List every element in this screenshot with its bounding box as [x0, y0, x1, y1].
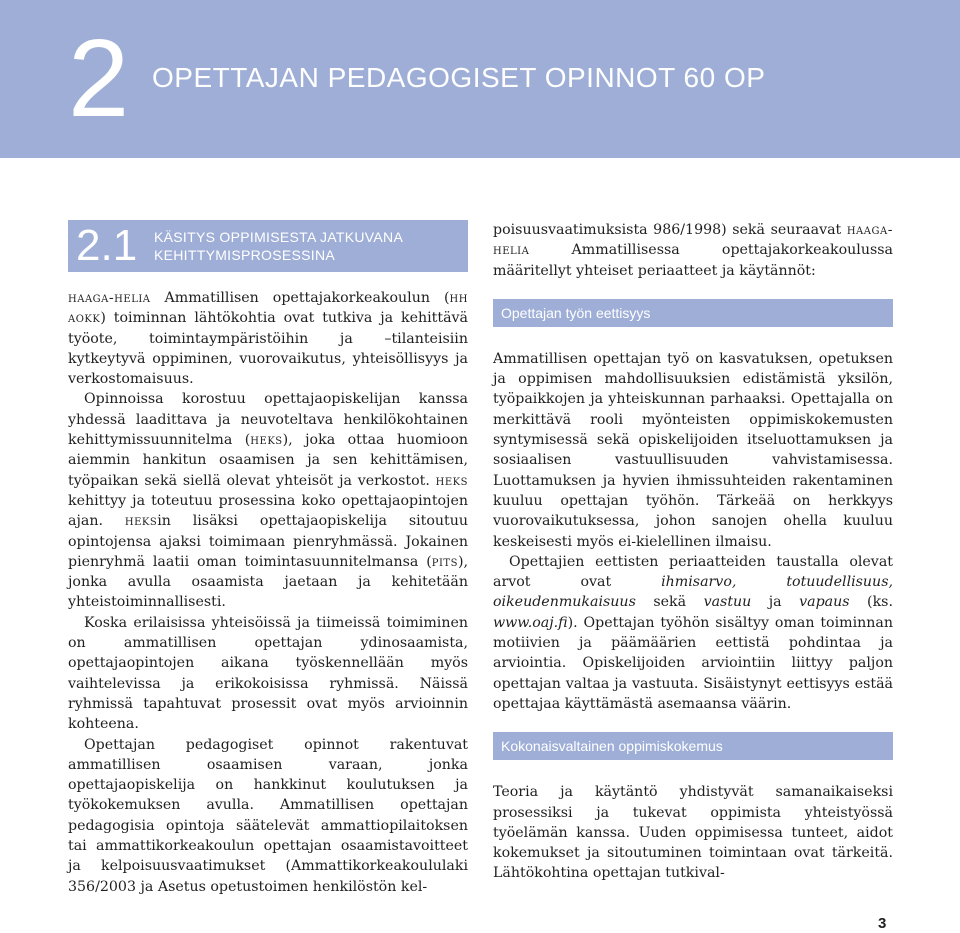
text-run: Ammatillisen opettajakorkeakoulun ( — [150, 290, 450, 306]
page-number: 3 — [878, 915, 887, 932]
section-title — [154, 228, 403, 264]
text-run: ), jonka avulla osaamista jaetaan ja kehitetään yhteistoiminnallisesti. — [68, 553, 468, 611]
text-run: ), joka ottaa huomioon aiemmin hankitun osaamisen ja sen kehittämisen, työpaikan sekä siellä olevat yhteisöt ja verkostot. — [68, 432, 468, 489]
abbreviation: hh aokk — [68, 290, 468, 327]
text-run: sekä — [635, 594, 704, 611]
abbreviation: heks — [435, 472, 468, 489]
abbreviation: heks — [124, 513, 158, 530]
text-run: in lisäksi opettajaopiskelija sitoutuu opintojensa ajaksi toimimaan pienryhmässä. Jokainen pienryhmä laatii oman toimintasuunnitelmansa ( — [68, 513, 468, 570]
right-column — [493, 220, 893, 884]
chapter-number: 2 — [68, 17, 130, 140]
text-run: ) toiminnan lähtökohtia ovat tutkiva ja kehittävä työote, toimintaympäristöihin ja –tilanteisiin kytkeytyvä oppiminen, vuorovaikutus, yhteisöllisyys ja verkostomaisuus. — [68, 310, 468, 388]
paragraph-continuation — [493, 220, 893, 281]
paragraph-studies: Opettajan pedagogiset opinnot rakentuvat ammatillisen osaamisen varaan, jonka opettajaopiskelija on hankkinut koulutuksen ja työkokemuksen avulla. Ammatillisen opettajan pedagogisia opintoja säätelevät ammattiopilaitoksen tai ammattikorkeakoulun opettajan osaamistavoitteet ja kelpoisuusvaatimukset (Ammattikorkeakoululaki 356/2003 ja Asetus opetustoimen henkilöstön kel- — [68, 736, 468, 895]
abbreviation: pits — [431, 553, 458, 570]
section-heading — [68, 220, 468, 272]
paragraph-groups: Koska erilaisissa yhteisöissä ja tiimeissä toimiminen on ammatillisen opettajan ydinosaamista, opettajaopintojen aikana työskennellään myös vaihtelevissa ja erikokoisissa ryhmissä. Näissä ryhmissä tapahtuvat prosessit ovat myös arvioinnin kohteena. — [68, 614, 468, 733]
text-run: ). Opettajan työhön sisältyy oman toiminnan motiivien ja päämäärien eettistä pohdintaa ja arviointia. Opiskelijoiden arviointiin liittyy paljon opettajan valtaa ja vastuuta. Sisäistynyt eettisyys estää opettajaa käyttämästä asemaansa väärin. — [493, 614, 893, 712]
paragraph-intro — [68, 288, 468, 389]
paragraph-heks — [68, 389, 468, 612]
text-run: Opinnoissa korostuu opettajaopiskelijan kanssa yhdessä laadittava ja neuvoteltava henkilökohtainen kehittymissuunnitelma ( — [68, 391, 468, 449]
subheading-ethics: Opettajan työn eettisyys — [493, 299, 893, 327]
abbreviation: heks — [250, 432, 283, 449]
paragraph-values — [493, 552, 893, 714]
section-title-line-1: KÄSITYS OPPIMISESTA JATKUVANA — [154, 229, 404, 245]
chapter-header-band — [0, 0, 960, 158]
italic-values: ihmisarvo, totuudellisuus, oikeudenmukaisuus — [493, 574, 893, 611]
org-name: haaga-helia — [68, 290, 151, 306]
text-run: poisuusvaatimuksista 986/1998) sekä seuraavat — [493, 222, 847, 238]
italic-value: vapaus — [799, 594, 850, 611]
paragraph-ethics: Ammatillisen opettajan työ on kasvatuksen, opetuksen ja oppimisen mahdollisuuksien edistämistä yksilön, työpaikkojen ja yhteiskunnan parhaaksi. Opettajalla on merkittävä rooli myönteisten oppimiskokemusten syntymisessä sekä opiskelijoiden itseluottamuksen ja sosiaalisen vastuullisuuden vahvistamisessa. Luottamuksen ja hyvien ihmissuhteiden rakentaminen kuuluu opettajan työhön. Tärkeää on herkkyys vuorovaikutuksessa, johon sanojen ohella kuuluu keskeisesti myös ei-kielellinen ilmaisu. — [493, 350, 893, 550]
website-reference: www.oaj.fi — [493, 614, 568, 631]
org-name: haaga-helia — [493, 222, 893, 259]
subheading-holistic-learning: Kokonaisvaltainen oppimiskokemus — [493, 732, 893, 760]
paragraph-holistic: Teoria ja käytäntö yhdistyvät samanaikaiseksi prosessiksi ja tukevat oppimista yhteistyössä työelämän kanssa. Uuden oppimisessa tunteet, aidot kokemukset ja sitoutuminen toimintaan ovat tärkeitä. Lähtökohtina opettajan tutkival- — [493, 784, 893, 882]
left-column — [68, 288, 468, 897]
text-run: kehittyy ja toteutuu prosessina koko opettajaopintojen ajan. — [68, 492, 468, 530]
text-run: ja — [751, 594, 800, 611]
italic-value: vastuu — [703, 594, 752, 611]
section-title-line-2: KEHITTYMISPROSESSINA — [154, 247, 336, 263]
text-run: (ks. — [849, 594, 893, 611]
text-run: Opettajien eettisten periaatteiden taustalla olevat arvot ovat — [493, 553, 893, 591]
text-run: Ammatillisessa opettajakorkeakoulussa määritellyt yhteiset periaatteet ja käytännöt: — [493, 242, 893, 279]
section-number: 2.1 — [76, 221, 138, 270]
chapter-title: OPETTAJAN PEDAGOGISET OPINNOT 60 OP — [152, 62, 766, 93]
